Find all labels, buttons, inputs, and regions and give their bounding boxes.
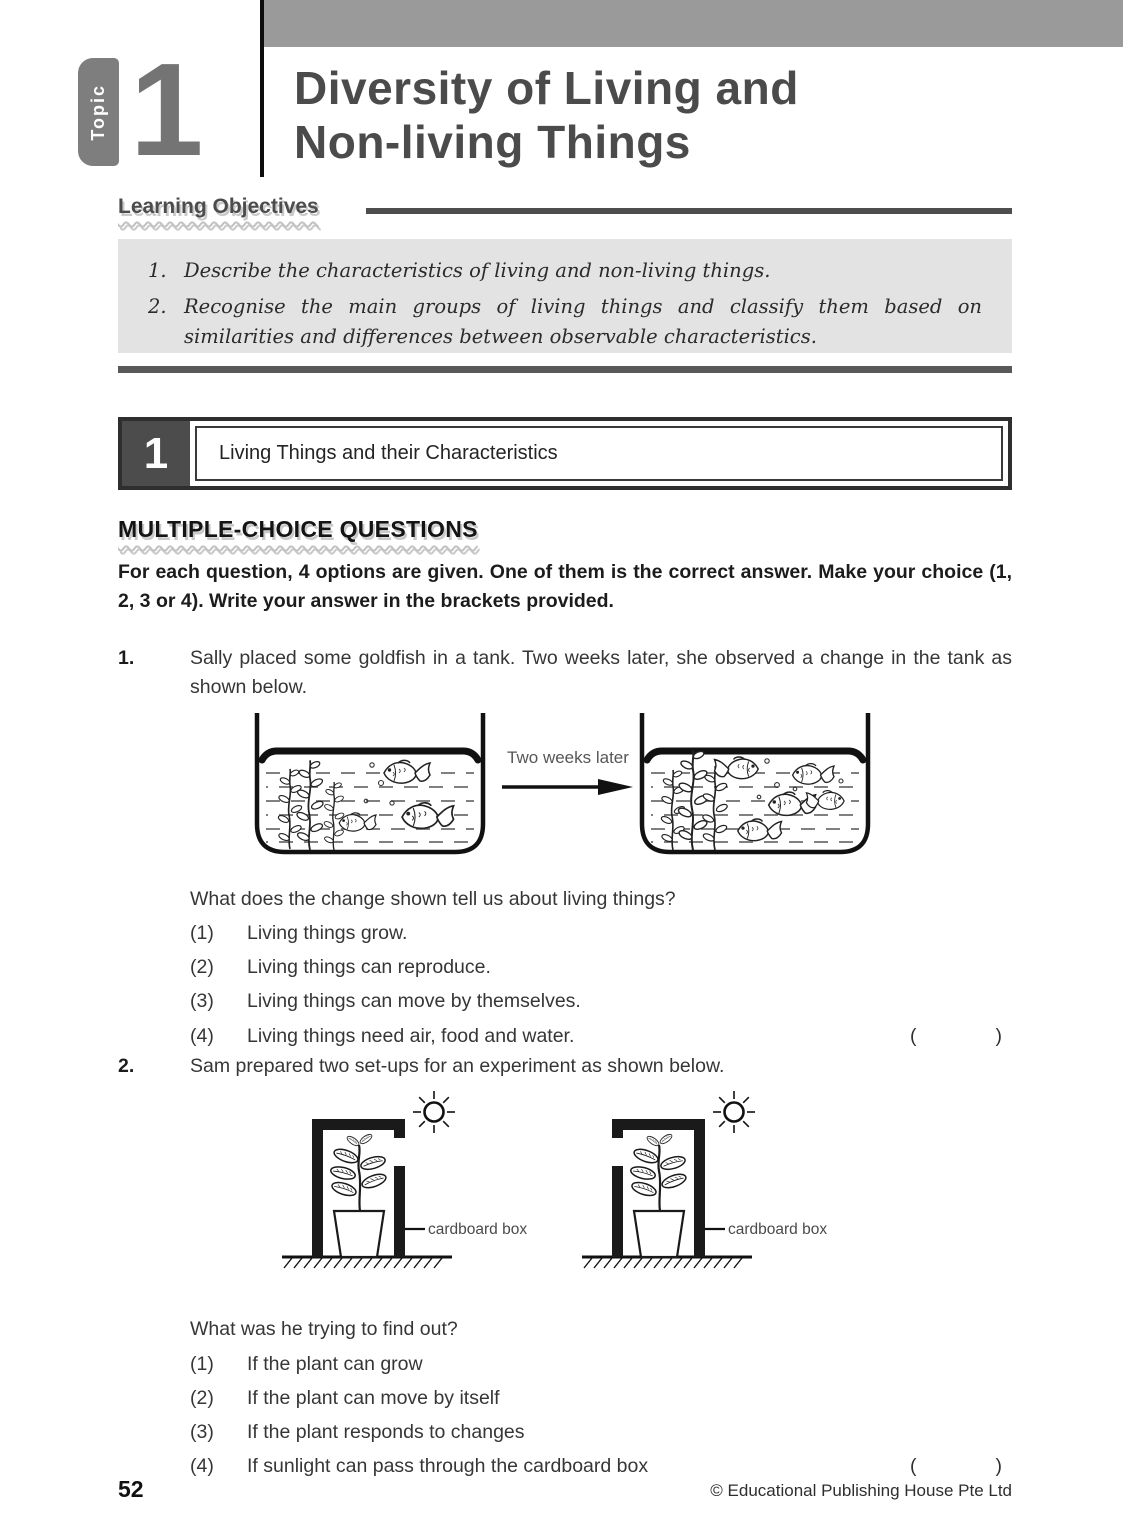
objective-text: Describe the characteristics of living and non-living things.: [184, 259, 771, 282]
question-prompt: What does the change shown tell us about living things?: [190, 887, 676, 910]
option-row: [190, 953, 1012, 982]
header-gray-bar: [263, 0, 1123, 47]
cardboard-box-label: cardboard box: [428, 1221, 528, 1239]
topic-badge-label: Topic: [88, 83, 108, 141]
objective-text: Recognise the main groups of living things and classify them based on similarities and differences between observable characteristics.: [184, 295, 982, 348]
option-number: (4): [190, 1455, 214, 1478]
setup-left-image: [270, 1089, 550, 1294]
option-row: [190, 1350, 1012, 1379]
objective-item: [148, 292, 982, 351]
option-row: [190, 1384, 1012, 1413]
option-row: [190, 987, 1012, 1016]
plant-pot: [334, 1211, 384, 1257]
learning-objectives-heading: Learning Objectives: [118, 195, 319, 218]
option-text: If the plant can move by itself: [247, 1386, 500, 1409]
option-row: [190, 1418, 1012, 1447]
question-1: [118, 644, 1012, 1051]
setup-right-image: [570, 1089, 850, 1294]
answer-brackets: [910, 1022, 1002, 1051]
copyright-notice: © Educational Publishing House Pte Ltd: [710, 1481, 1012, 1500]
sun-icon: [713, 1091, 755, 1133]
question-number: 2.: [118, 1055, 135, 1077]
learning-objectives-rule: [366, 208, 1012, 214]
arrow-right-icon: [500, 776, 636, 798]
answer-brackets: [910, 1452, 1002, 1481]
potted-plant: [330, 1133, 388, 1211]
fish-group: [339, 760, 453, 831]
option-text: If sunlight can pass through the cardboard box: [247, 1455, 649, 1478]
section-number: 1: [122, 421, 190, 486]
topic-number: 1: [130, 36, 204, 183]
question-number: 1.: [118, 647, 135, 669]
option-number: (3): [190, 990, 214, 1013]
question-2: [118, 1052, 1012, 1482]
page-title-line2: Non-living Things: [294, 115, 691, 168]
page-title: [294, 62, 799, 170]
tank-after-image: [635, 711, 875, 861]
topic-badge: [78, 58, 119, 166]
options-list: [190, 1350, 1012, 1482]
option-row: [190, 919, 1012, 948]
option-text: Living things need air, food and water.: [247, 1024, 575, 1047]
question-body: [190, 1052, 1012, 1482]
fish-tank-figure: [190, 711, 1012, 869]
mcq-heading: MULTIPLE-CHOICE QUESTIONS: [118, 516, 478, 542]
potted-plant: [630, 1133, 688, 1211]
bracket-open: (: [910, 1455, 917, 1478]
objective-number: 2.: [148, 295, 167, 319]
bracket-close: ): [995, 1455, 1002, 1478]
option-text: Living things can reproduce.: [247, 956, 491, 978]
option-number: (2): [190, 956, 214, 978]
option-row: [190, 1022, 1012, 1051]
experiment-setups-figure: [190, 1089, 1012, 1299]
question-prompt: What was he trying to find out?: [190, 1318, 458, 1341]
option-row: [190, 1452, 1012, 1481]
question-text: Sam prepared two set-ups for an experiment as shown below.: [190, 1055, 725, 1077]
page-title-line1: Diversity of Living and: [294, 62, 799, 114]
bracket-close: ): [995, 1024, 1002, 1047]
plant-pot: [634, 1211, 684, 1257]
fish-group: [715, 756, 845, 840]
objective-number: 1.: [148, 259, 167, 282]
option-number: (1): [190, 921, 214, 944]
separator-rule: [118, 366, 1012, 373]
option-number: (3): [190, 1421, 214, 1443]
sun-icon: [413, 1091, 455, 1133]
question-body: [190, 644, 1012, 1051]
option-text: Living things grow.: [247, 921, 408, 944]
option-text: Living things can move by themselves.: [247, 990, 581, 1013]
option-text: If the plant can grow: [247, 1352, 423, 1375]
question-text: Sally placed some goldfish in a tank. Two weeks later, she observed a change in the tank as shown below.: [190, 647, 1012, 699]
section-title: Living Things and their Characteristics: [195, 426, 1003, 481]
option-number: (1): [190, 1352, 214, 1375]
option-number: (2): [190, 1386, 214, 1409]
learning-objectives-box: [118, 239, 1012, 353]
section-heading-box: [118, 417, 1012, 490]
option-text: If the plant responds to changes: [247, 1421, 525, 1443]
header-divider-line: [260, 0, 264, 177]
mcq-instructions: For each question, 4 options are given. One of them is the correct answer. Make your choice (1, 2, 3 or 4). Write your answer in the brackets provided.: [118, 561, 1012, 613]
bracket-open: (: [910, 1024, 917, 1047]
objective-item: [148, 256, 982, 285]
page-number: 52: [118, 1476, 144, 1502]
figure-label: Two weeks later: [507, 747, 629, 767]
cardboard-box-label: cardboard box: [728, 1221, 828, 1239]
tank-before-image: [250, 711, 490, 861]
figure-transition: [498, 745, 638, 808]
options-list: [190, 919, 1012, 1051]
option-number: (4): [190, 1024, 214, 1047]
